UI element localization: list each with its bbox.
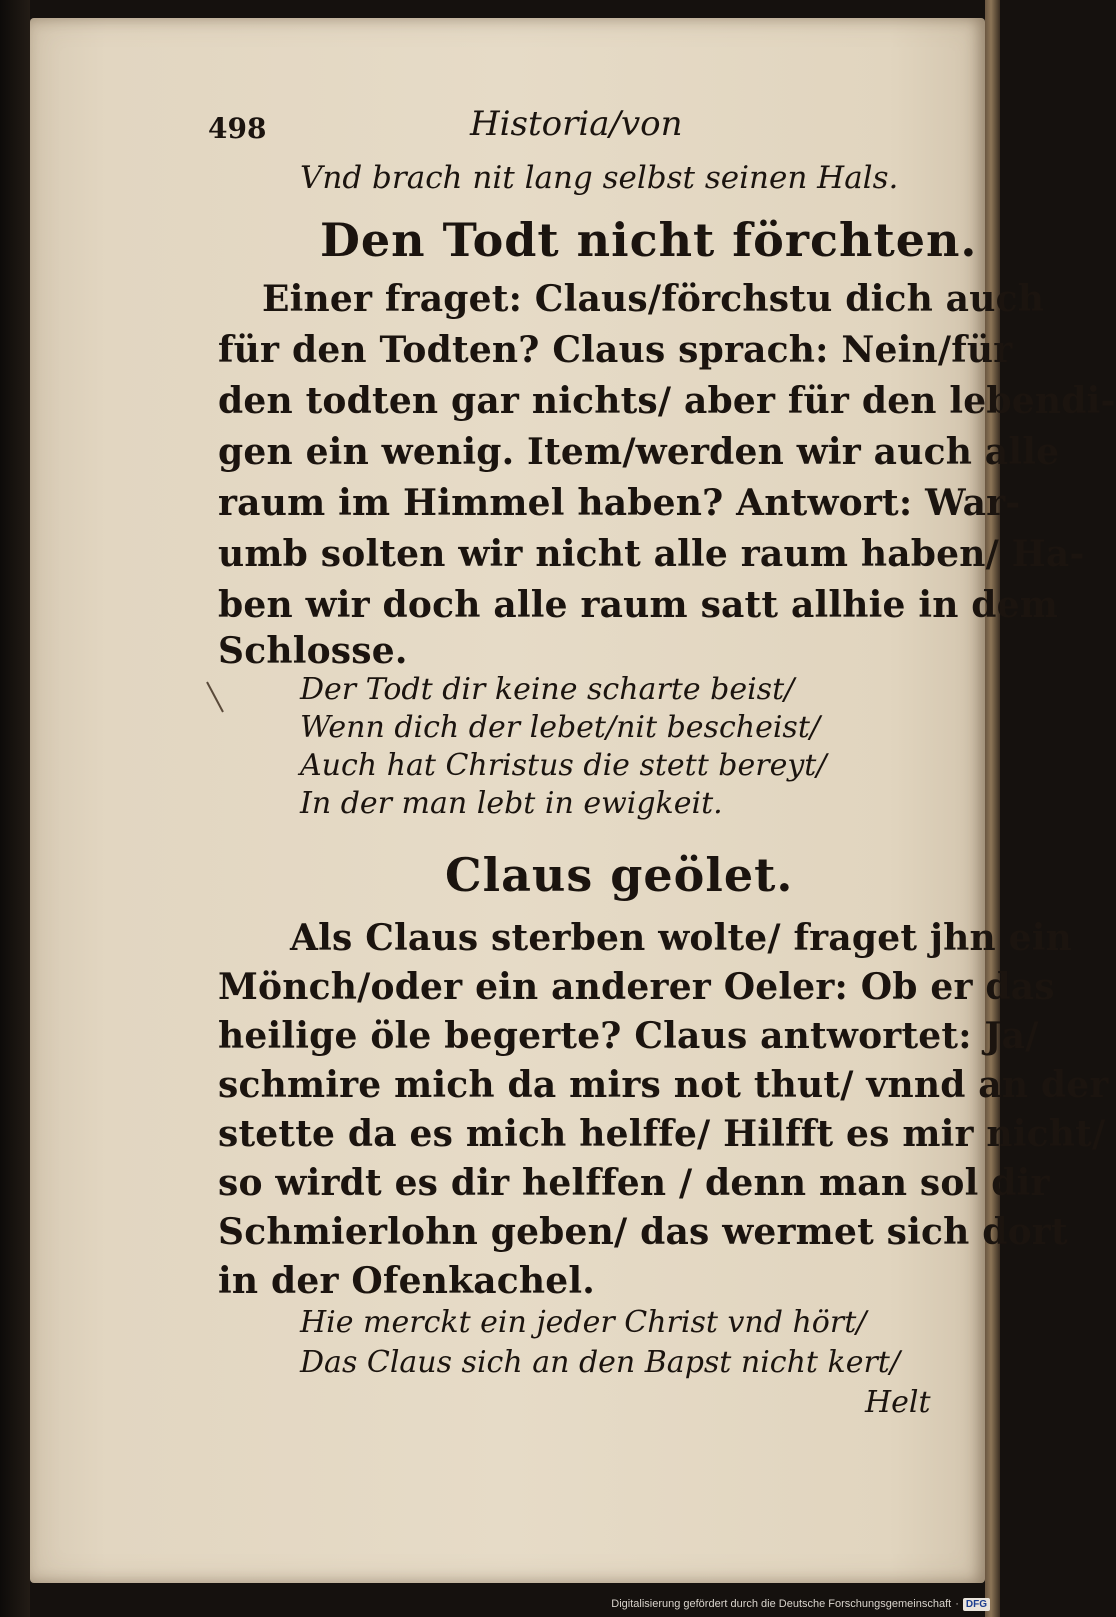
paragraph-line: schmire mich da mirs not thut/ vnnd an der [218, 1064, 1109, 1106]
footer-separator: · [955, 1598, 959, 1610]
section-heading-1: Den Todt nicht förchten. [320, 213, 978, 267]
verse-line: Der Todt dir keine scharte beist/ [300, 672, 795, 707]
verse-line: Auch hat Christus die stett bereyt/ [300, 748, 827, 783]
paragraph-line: heilige öle begerte? Claus antwortet: Ja/ [218, 1015, 1039, 1057]
paragraph-line: raum im Himmel haben? Antwort: War- [218, 482, 1021, 524]
paragraph-line: ben wir doch alle raum satt allhie in dem [218, 584, 1059, 626]
paragraph-line: Als Claus sterben wolte/ fraget jhn ein [290, 917, 1072, 959]
paragraph-line: den todten gar nichts/ aber für den lebendi- [218, 380, 1116, 422]
catchword: Helt [865, 1385, 931, 1420]
paragraph-line: Schmierlohn geben/ das wermet sich dort [218, 1211, 1068, 1253]
paragraph-line: so wirdt es dir helffen / denn man sol dir [218, 1162, 1050, 1204]
digitization-footer [611, 1594, 990, 1614]
folio-number: 498 [208, 112, 267, 145]
paragraph-line: Mönch/oder ein anderer Oeler: Ob er das [218, 966, 1055, 1008]
scan-left-edge [0, 0, 30, 1617]
section-heading-2: Claus geölet. [445, 848, 794, 902]
verse-line: Wenn dich der lebet/nit bescheist/ [300, 710, 820, 745]
book-fore-edge [985, 0, 1000, 1617]
paragraph-line: in der Ofenkachel. [218, 1260, 595, 1302]
paragraph-line: für den Todten? Claus sprach: Nein/für [218, 329, 1013, 371]
verse-line: Hie merckt ein jeder Christ vnd hört/ [300, 1305, 867, 1340]
paragraph-line: umb solten wir nicht alle raum haben/ Ha- [218, 533, 1085, 575]
running-head: Historia/von [470, 104, 683, 144]
continued-line: Vnd brach nit lang selbst seinen Hals. [300, 160, 899, 196]
dfg-logo: DFG [963, 1598, 990, 1611]
paragraph-line: Einer fraget: Claus/förchstu dich auch [262, 278, 1045, 320]
paragraph-line: stette da es mich helffe/ Hilfft es mir nicht/ [218, 1113, 1106, 1155]
footer-credit: Digitalisierung gefördert durch die Deutsche Forschungsgemeinschaft [611, 1598, 952, 1610]
paragraph-line: Schlosse. [218, 630, 408, 672]
verse-line: Das Claus sich an den Bapst nicht kert/ [300, 1345, 900, 1380]
verse-line: In der man lebt in ewigkeit. [300, 786, 723, 821]
paragraph-line: gen ein wenig. Item/werden wir auch alle [218, 431, 1060, 473]
